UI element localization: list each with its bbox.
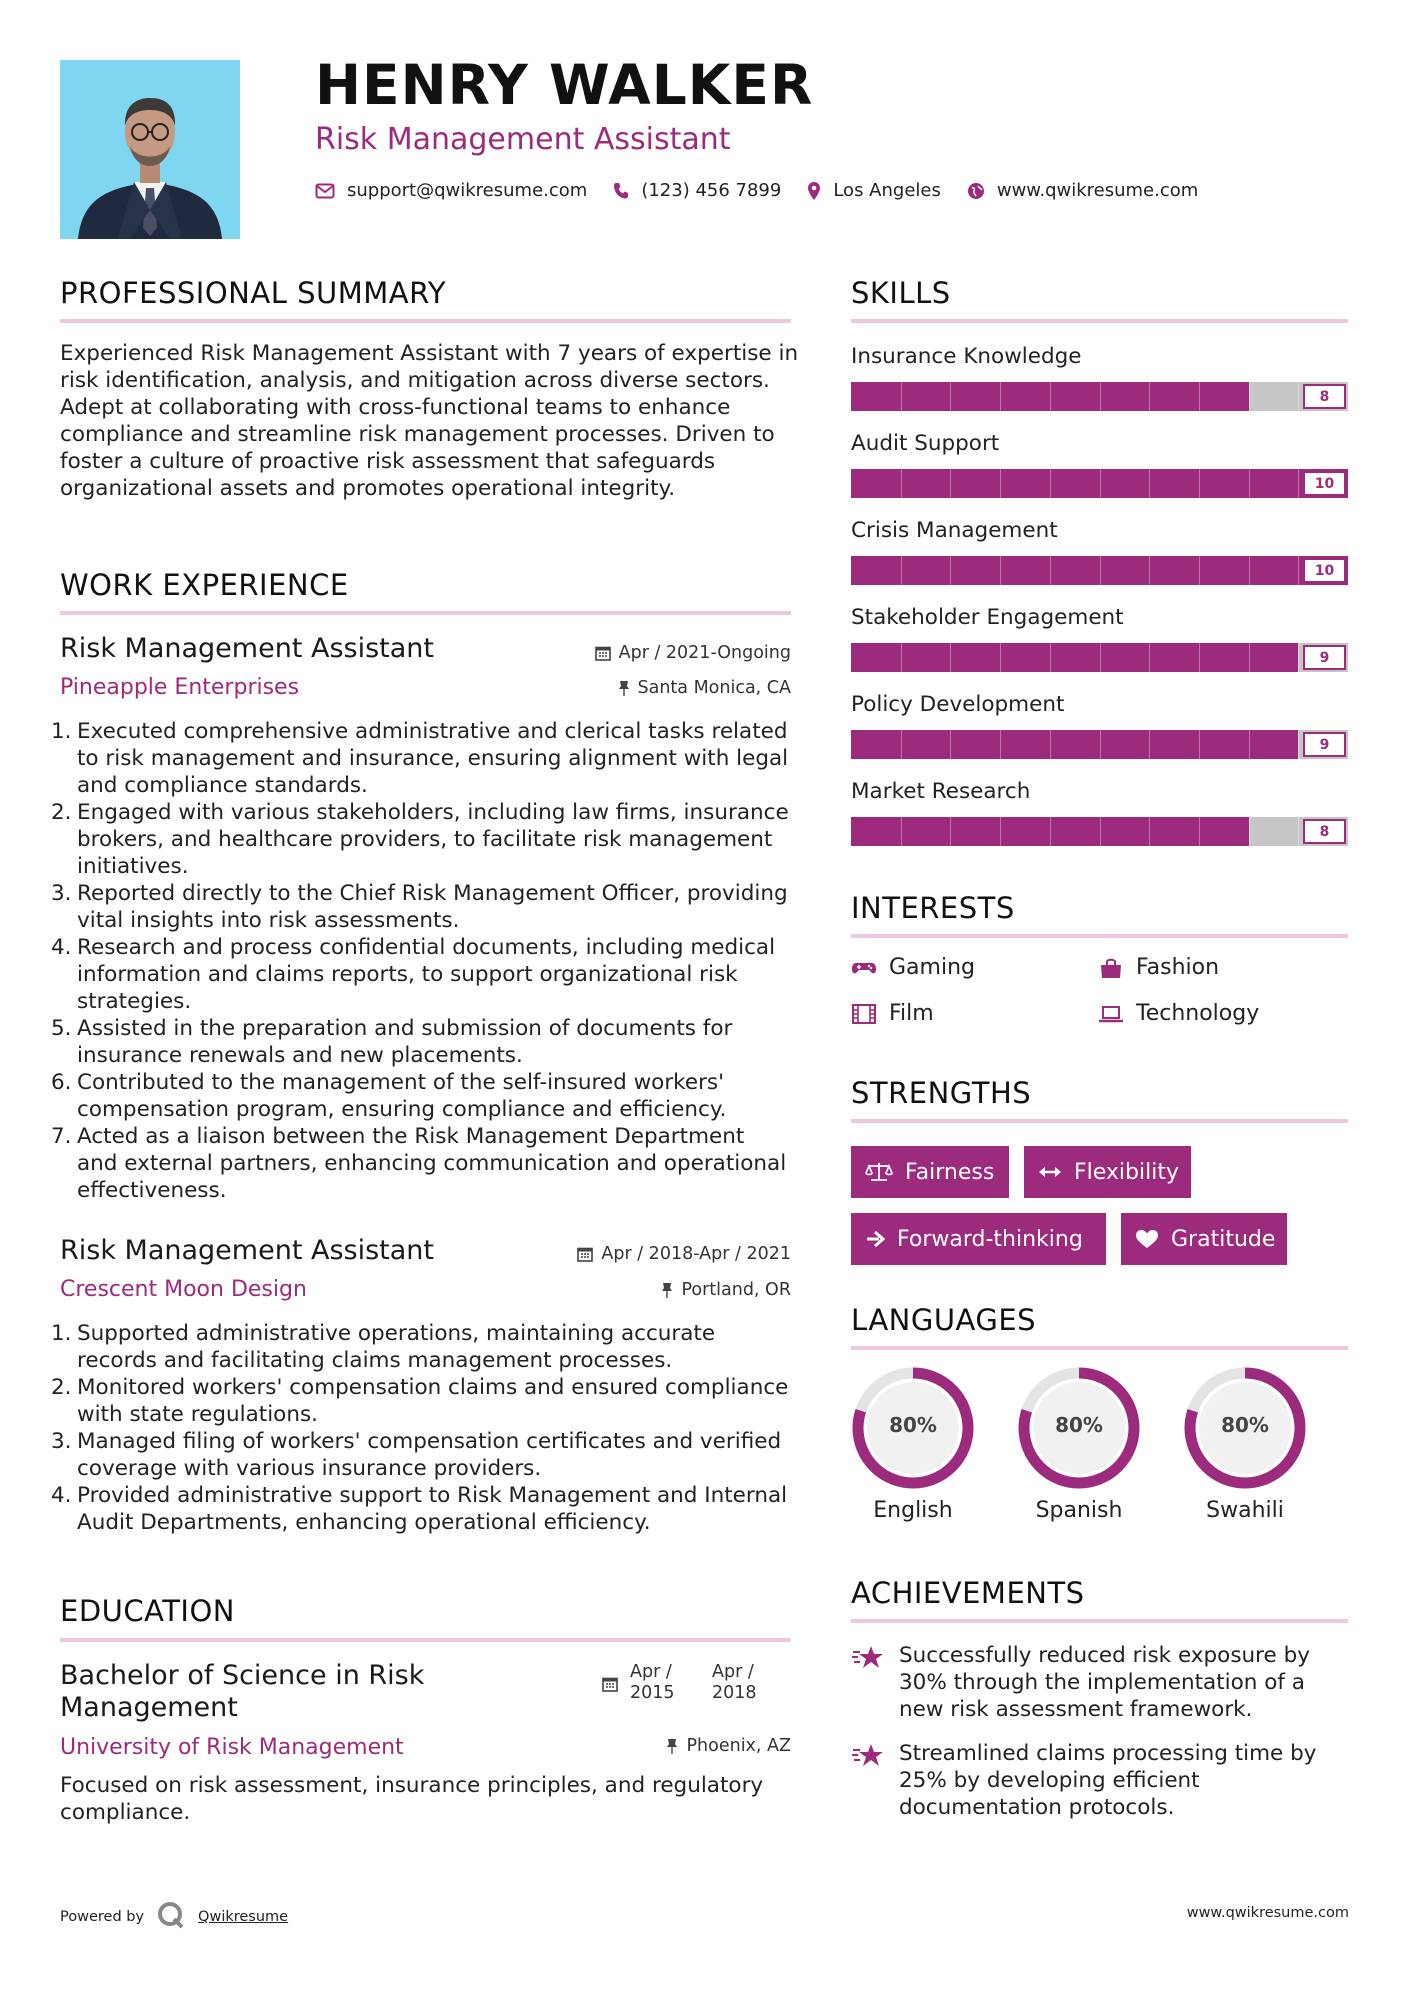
language-item: [851, 1366, 975, 1523]
skill-bar-segment: [1298, 382, 1299, 411]
skill-bar-segment: [1298, 556, 1299, 585]
envelope-icon: [315, 183, 335, 199]
interest-gaming: [851, 955, 975, 980]
job-company: Pineapple Enterprises: [60, 675, 300, 700]
skill-bar-segment: [1149, 556, 1150, 585]
strengths-divider: [851, 1119, 1348, 1123]
strength-flexibility: [1024, 1146, 1191, 1198]
profile-photo: [60, 60, 240, 239]
strength-label: Forward-thinking: [897, 1226, 1083, 1252]
language-item: [1183, 1366, 1307, 1523]
skill-bar-segment: [901, 469, 902, 498]
skill-bar-segment: [1199, 817, 1200, 846]
degree-title: Bachelor of Science in Risk Management: [60, 1660, 425, 1723]
list-item: 2. Monitored workers' compensation claims and ensured compliance with state regulations.: [51, 1375, 789, 1427]
skill-bar-segment: [1199, 382, 1200, 411]
skill-bar-segment: [901, 730, 902, 759]
globe-icon: [967, 182, 985, 200]
star-badge-icon: [851, 1644, 885, 1723]
shopping-bag-icon: [1098, 957, 1124, 979]
skill-bar-segment: [1249, 382, 1250, 411]
interests-heading: INTERESTS: [851, 891, 1015, 925]
film-icon: [851, 1003, 877, 1025]
list-item: 2. Engaged with various stakeholders, including law firms, insurance brokers, and healthcare providers, to facilitate risk management initiatives.: [51, 800, 789, 879]
education-description: Focused on risk assessment, insurance principles, and regulatory compliance.: [60, 1773, 764, 1825]
skills-divider: [851, 319, 1348, 323]
skill-bar-segment: [1149, 643, 1150, 672]
website-text: www.qwikresume.com: [996, 180, 1199, 201]
brand-link[interactable]: Qwikresume: [198, 1909, 289, 1925]
language-name: English: [873, 1498, 953, 1523]
achievement-item: [851, 1740, 1348, 1821]
education-start: Apr / 2015: [630, 1662, 675, 1703]
achievement-text: Successfully reduced risk exposure by 30% through the implementation of a new risk assessment framework.: [899, 1643, 1310, 1722]
skill-bar-segment: [1149, 730, 1150, 759]
laptop-icon: [1098, 1003, 1124, 1025]
pushpin-icon: [666, 1738, 678, 1754]
qwikresume-logo-icon: [156, 1900, 186, 1934]
candidate-role: Risk Management Assistant: [315, 122, 731, 157]
skill-bar-segment: [1199, 643, 1200, 672]
skill-bar-segment: [1199, 469, 1200, 498]
language-name: Swahili: [1206, 1498, 1284, 1523]
skill-name: Stakeholder Engagement: [851, 605, 1124, 630]
skill-bar-segment: [1298, 469, 1299, 498]
skill-bar-segment: [950, 730, 951, 759]
language-item: [1017, 1366, 1141, 1523]
summary-text: Experienced Risk Management Assistant with 7 years of expertise in risk identification, analysis, and mitigation across diverse sectors. Adept at collaborating with cross-functional teams to enhance compliance and streamline risk management processes. Driven to foster a culture of proactive risk assessment that safeguards organizational assets and promotes operational integrity.: [60, 341, 799, 501]
summary-divider: [60, 319, 791, 323]
skill-bar-segment: [1050, 643, 1051, 672]
pushpin-icon: [618, 680, 630, 696]
skill-bar-segment: [950, 643, 951, 672]
skill-bar-segment: [1000, 556, 1001, 585]
skill-name: Market Research: [851, 779, 1031, 804]
skill-bar: [851, 817, 1348, 846]
skill-bar-segment: [1249, 556, 1250, 585]
candidate-name: HENRY WALKER: [315, 53, 814, 117]
skill-bar: [851, 643, 1348, 672]
interest-label: Film: [889, 1001, 934, 1026]
skill-bar-segment: [1249, 643, 1250, 672]
arrow-right-icon: [865, 1230, 885, 1248]
job-dates-text: Apr / 2018-Apr / 2021: [601, 1244, 791, 1264]
job-dates: [595, 643, 791, 663]
email-text: support@qwikresume.com: [347, 180, 588, 201]
skill-bar-segment: [901, 817, 902, 846]
skill-bar-segment: [1000, 817, 1001, 846]
education-dates: [602, 1662, 782, 1704]
contact-bar: [315, 180, 1198, 201]
list-item: 5. Assisted in the preparation and submission of documents for insurance renewals and new placements.: [51, 1016, 733, 1068]
skill-bar-segment: [1149, 817, 1150, 846]
job-bullets: [51, 718, 791, 1204]
interest-label: Technology: [1136, 1001, 1260, 1026]
skill-bar-segment: [901, 382, 902, 411]
powered-by-text: Powered by: [60, 1909, 145, 1925]
calendar-icon: [602, 1676, 618, 1704]
skill-score-badge: 8: [1303, 384, 1346, 409]
education-location: [666, 1736, 791, 1756]
skill-bar-segment: [950, 382, 951, 411]
skill-bar-segment: [1000, 382, 1001, 411]
education-heading: EDUCATION: [60, 1594, 236, 1628]
achievement-text: Streamlined claims processing time by 25% by developing efficient documentation protocols.: [899, 1741, 1317, 1820]
skill-bar-segment: [1149, 382, 1150, 411]
skill-name: Audit Support: [851, 431, 1000, 456]
list-item: 3. Managed filing of workers' compensation certificates and verified coverage with various insurance providers.: [51, 1429, 782, 1481]
interest-fashion: [1098, 955, 1219, 980]
job-location: [661, 1280, 791, 1300]
skill-bar: [851, 382, 1348, 411]
job-dates: [577, 1244, 791, 1264]
skill-bar-segment: [1199, 730, 1200, 759]
phone-text: (123) 456 7899: [641, 180, 782, 201]
strength-gratitude: [1121, 1213, 1287, 1265]
strengths-heading: STRENGTHS: [851, 1076, 1032, 1110]
language-percent: 80%: [1221, 1413, 1269, 1437]
skill-name: Policy Development: [851, 692, 1065, 717]
list-item: 6. Contributed to the management of the self-insured workers' compensation program, ensuring compliance and efficiency.: [51, 1070, 727, 1122]
strength-label: Fairness: [905, 1159, 995, 1185]
skill-bar-segment: [950, 817, 951, 846]
skill-score-badge: 9: [1303, 645, 1346, 670]
skill-bar-segment: [1100, 730, 1101, 759]
job-location-text: Portland, OR: [681, 1280, 791, 1300]
school-name: University of Risk Management: [60, 1735, 404, 1760]
summary-heading: PROFESSIONAL SUMMARY: [60, 276, 447, 310]
job-location-text: Santa Monica, CA: [637, 678, 791, 698]
balance-scale-icon: [865, 1161, 893, 1183]
skill-bar-segment: [1298, 817, 1299, 846]
skill-bar: [851, 556, 1348, 585]
contact-website[interactable]: [967, 180, 1198, 201]
skill-bar-segment: [950, 469, 951, 498]
strength-label: Gratitude: [1171, 1226, 1276, 1252]
contact-email[interactable]: [315, 180, 587, 201]
map-marker-icon: [807, 181, 821, 201]
phone-icon: [613, 182, 629, 200]
calendar-icon: [595, 645, 611, 661]
interest-label: Fashion: [1136, 955, 1220, 980]
job-title: Risk Management Assistant: [60, 633, 434, 664]
interest-technology: [1098, 1001, 1259, 1026]
calendar-icon: [577, 1246, 593, 1262]
skill-bar-segment: [1050, 817, 1051, 846]
skill-bar-segment: [1000, 643, 1001, 672]
skill-name: Insurance Knowledge: [851, 344, 1082, 369]
achievements-divider: [851, 1619, 1348, 1623]
interest-film: [851, 1001, 934, 1026]
skill-bar-segment: [1000, 730, 1001, 759]
language-name: Spanish: [1035, 1498, 1123, 1523]
skill-bar: [851, 469, 1348, 498]
list-item: 1. Supported administrative operations, maintaining accurate records and facilitating claims management processes.: [51, 1321, 716, 1373]
skill-bar-segment: [1199, 556, 1200, 585]
education-divider: [60, 1638, 791, 1642]
arrows-horizontal-icon: [1038, 1164, 1062, 1180]
location-text: Los Angeles: [833, 180, 941, 201]
gamepad-icon: [851, 957, 877, 979]
strength-label: Flexibility: [1074, 1159, 1179, 1185]
achievements-heading: ACHIEVEMENTS: [851, 1576, 1085, 1610]
skill-bar-segment: [1249, 817, 1250, 846]
heart-icon: [1135, 1229, 1159, 1249]
skill-score-badge: 9: [1303, 732, 1346, 757]
skill-bar-segment: [1249, 469, 1250, 498]
job-company: Crescent Moon Design: [60, 1277, 307, 1302]
strength-fairness: [851, 1146, 1009, 1198]
list-item: 4. Research and process confidential documents, including medical information and claims reports, to support organizational risk strategies.: [51, 935, 776, 1014]
job-title: Risk Management Assistant: [60, 1235, 434, 1266]
education-location-text: Phoenix, AZ: [686, 1736, 791, 1756]
achievement-item: [851, 1642, 1348, 1723]
skills-heading: SKILLS: [851, 276, 951, 310]
contact-location: [807, 180, 941, 201]
job-dates-text: Apr / 2021-Ongoing: [618, 643, 791, 663]
skill-bar-segment: [1100, 382, 1101, 411]
list-item: 3. Reported directly to the Chief Risk Management Officer, providing vital insights into risk assessments.: [51, 881, 788, 933]
job-bullets: [51, 1320, 791, 1536]
skill-bar-segment: [1298, 730, 1299, 759]
interest-label: Gaming: [889, 955, 975, 980]
footer-url[interactable]: www.qwikresume.com: [1186, 1905, 1349, 1921]
interests-divider: [851, 934, 1348, 938]
skill-bar-segment: [1298, 643, 1299, 672]
languages-divider: [851, 1346, 1348, 1350]
list-item: 4. Provided administrative support to Risk Management and Internal Audit Departments, enhancing operational efficiency.: [51, 1483, 788, 1535]
skill-score-badge: 8: [1303, 819, 1346, 844]
strength-forward-thinking: [851, 1213, 1106, 1265]
experience-heading: WORK EXPERIENCE: [60, 568, 349, 602]
star-badge-icon: [851, 1742, 885, 1821]
skill-bar-fill: [851, 730, 1298, 759]
skill-bar-segment: [1100, 556, 1101, 585]
language-percent: 80%: [1055, 1413, 1103, 1437]
skill-bar-segment: [1100, 817, 1101, 846]
skill-bar-segment: [1050, 382, 1051, 411]
skill-bar-segment: [1100, 469, 1101, 498]
language-percent: 80%: [889, 1413, 937, 1437]
skill-bar-segment: [1050, 469, 1051, 498]
skill-bar-segment: [1000, 469, 1001, 498]
skill-bar: [851, 730, 1348, 759]
contact-phone[interactable]: [613, 180, 781, 201]
skill-bar-segment: [901, 643, 902, 672]
skill-score-badge: 10: [1303, 558, 1346, 583]
powered-by: [60, 1900, 288, 1934]
education-end: Apr / 2018: [712, 1662, 757, 1703]
skill-bar-fill: [851, 643, 1298, 672]
experience-divider: [60, 611, 791, 615]
languages-heading: LANGUAGES: [851, 1303, 1037, 1337]
pushpin-icon: [661, 1282, 673, 1298]
skill-bar-segment: [1100, 643, 1101, 672]
skill-bar-segment: [950, 556, 951, 585]
list-item: 1. Executed comprehensive administrative and clerical tasks related to risk management and insurance, ensuring alignment with legal and compliance standards.: [51, 719, 789, 798]
skill-bar-segment: [1249, 730, 1250, 759]
list-item: 7. Acted as a liaison between the Risk Management Department and external partners, enhancing communication and operational effectiveness.: [51, 1124, 787, 1203]
skill-bar-segment: [901, 556, 902, 585]
job-location: [618, 678, 792, 698]
skill-score-badge: 10: [1303, 471, 1346, 496]
skill-bar-segment: [1050, 556, 1051, 585]
skill-bar-segment: [1149, 469, 1150, 498]
skill-name: Crisis Management: [851, 518, 1058, 543]
skill-bar-segment: [1050, 730, 1051, 759]
